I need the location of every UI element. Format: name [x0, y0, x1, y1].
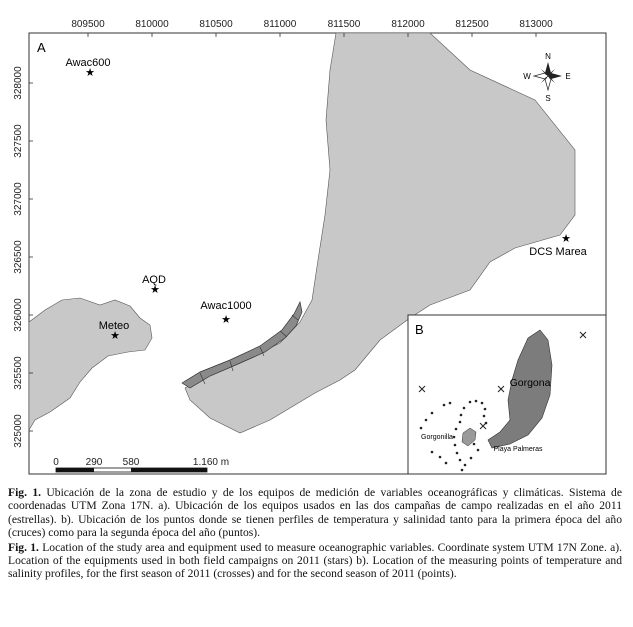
station-label: DCS Marea [529, 246, 587, 258]
scale-tick-label: 0 [53, 457, 59, 468]
x-tick-label: 811500 [327, 19, 361, 30]
y-tick-label: 326500 [13, 240, 24, 274]
compass-south: S [545, 94, 551, 103]
caption-english [8, 541, 622, 581]
x-tick-label: 810500 [199, 19, 233, 30]
star-icon: ★ [85, 67, 95, 79]
caption-en-label: Fig. 1. [8, 540, 39, 554]
x-tick-label: 812000 [391, 19, 425, 30]
compass-north: N [545, 52, 551, 61]
station-label: AQD [142, 274, 166, 286]
x-tick-label: 811000 [263, 19, 297, 30]
y-tick-label: 328000 [13, 66, 24, 100]
y-tick-label: 325000 [13, 414, 24, 448]
gorgonilla-label: Gorgonilla [421, 434, 453, 441]
star-icon: ★ [150, 284, 160, 296]
compass-east: E [565, 72, 571, 81]
station-label: Awac600 [65, 57, 111, 69]
x-tick-label: 810000 [135, 19, 169, 30]
figure-caption [8, 486, 622, 582]
y-tick-label: 325500 [13, 356, 24, 390]
x-tick-label: 813000 [519, 19, 553, 30]
scale-tick-label: 290 [85, 457, 103, 468]
compass-west: W [523, 72, 531, 81]
caption-spanish [8, 486, 622, 540]
panel-a-label: A [37, 40, 46, 55]
x-tick-label: 812500 [455, 19, 489, 30]
station-label: Meteo [98, 320, 130, 332]
star-icon: ★ [561, 233, 571, 245]
y-tick-label: 326000 [13, 298, 24, 332]
x-tick-label: 809500 [71, 19, 105, 30]
gorgona-label: Gorgona [509, 377, 551, 389]
caption-es-text: Ubicación de la zona de estudio y de los equipos de medición de variables oceanográficas y climáticas. Sistema de coordenadas UTM Zona 17N. a). Ubicación de los equipos usados en las dos campañas de campo realizadas en el año 2011 (estrellas). b). Ubicación de los puntos donde se tienen perfiles de temperatura y salinidad tanto para la primera época del año (cruces) como para la segunda época del año (puntos). [8, 486, 622, 540]
y-tick-label: 327500 [13, 124, 24, 158]
star-icon: ★ [221, 314, 231, 326]
caption-en-text: Location of the study area and equipment used to measure oceanographic variables. Coordinate system UTM 17N Zone. a). Location of the equipments used in both field campaigns on 2011 (stars) b). Location of the measuring points of temperature and salinity profiles, for the first season of 2011 (crosses) and for the second season of 2011 (points). [8, 540, 623, 581]
playa-palmeras-label: Playa Palmeras [493, 446, 543, 453]
scale-tick-label: 1.160 m [192, 457, 230, 468]
y-tick-label: 327000 [13, 182, 24, 216]
inset-panel-b [408, 315, 606, 474]
star-icon: ★ [110, 330, 120, 342]
panel-b-label: B [415, 322, 424, 337]
scale-tick-label: 580 [122, 457, 140, 468]
station-label: Awac1000 [200, 300, 252, 312]
caption-es-label: Fig. 1. [8, 486, 42, 499]
